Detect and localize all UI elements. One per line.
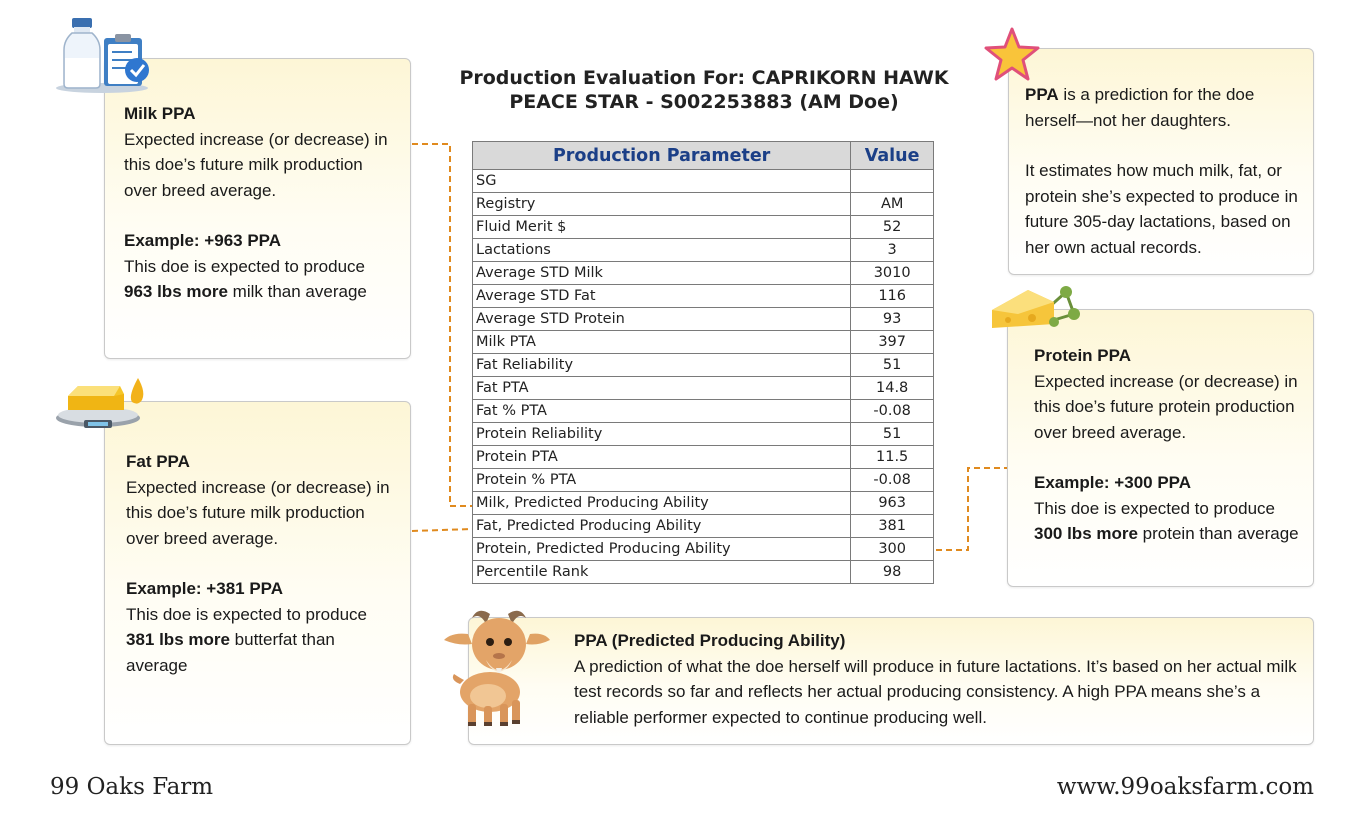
footer-website-link[interactable]: www.99oaksfarm.com: [1056, 774, 1314, 800]
ppa-definition-detail: It estimates how much milk, fat, or protein she’s expected to produce in future 305-day lactations, based on her own actual records.: [1025, 161, 1298, 257]
value-cell: 3010: [851, 262, 934, 285]
fat-ppa-amount: 381 lbs more: [126, 630, 230, 649]
table-row: [473, 400, 934, 423]
cheese-molecule-icon: [988, 280, 1088, 336]
protein-connector: [936, 468, 1007, 550]
milk-ppa-amount: 963 lbs more: [124, 282, 228, 301]
fat-ppa-card: [104, 401, 411, 745]
fat-ppa-explanation: [126, 602, 400, 679]
milk-ppa-card: [104, 58, 411, 359]
parameter-cell: Average STD Fat: [473, 285, 851, 308]
butter-scale-icon: [54, 374, 150, 436]
table-row: [473, 239, 934, 262]
value-cell: 3: [851, 239, 934, 262]
table-row: [473, 469, 934, 492]
milk-ppa-title: Milk PPA: [124, 104, 196, 123]
parameter-cell: Fat PTA: [473, 377, 851, 400]
table-row: [473, 561, 934, 584]
milk-bottle-clipboard-icon: [52, 14, 156, 94]
ppa-definition-card: [1008, 48, 1314, 275]
table-row: [473, 193, 934, 216]
star-icon: [982, 26, 1042, 86]
value-cell: [851, 170, 934, 193]
table-row: [473, 377, 934, 400]
milk-ppa-description: Expected increase (or decrease) in this doe’s future milk production over breed average.: [124, 129, 388, 200]
parameter-cell: Milk PTA: [473, 331, 851, 354]
value-cell: -0.08: [851, 469, 934, 492]
value-cell: 52: [851, 216, 934, 239]
parameter-cell: Registry: [473, 193, 851, 216]
ppa-summary-body: A prediction of what the doe herself will produce in future lactations. It’s based on her actual milk test records so far and reflects her actual producing consistency. A high PPA means she’s a reliable performer expected to continue producing well.: [574, 656, 1297, 727]
protein-ppa-title: Protein PPA: [1034, 346, 1131, 365]
table-row: [473, 262, 934, 285]
parameter-cell: Protein, Predicted Producing Ability: [473, 538, 851, 561]
parameter-cell: Protein PTA: [473, 446, 851, 469]
fat-ppa-line-end: butterfat than average: [126, 630, 335, 675]
protein-ppa-amount: 300 lbs more: [1034, 524, 1138, 543]
value-cell: 93: [851, 308, 934, 331]
production-evaluation-table: [472, 141, 934, 584]
parameter-cell: Average STD Milk: [473, 262, 851, 285]
value-cell: 11.5: [851, 446, 934, 469]
value-cell: 963: [851, 492, 934, 515]
parameter-cell: Lactations: [473, 239, 851, 262]
parameter-cell: Fluid Merit $: [473, 216, 851, 239]
table-header-row: [473, 142, 934, 170]
table-row: [473, 515, 934, 538]
title-line-1: Production Evaluation For: CAPRIKORN HAWK: [459, 67, 949, 89]
table-row: [473, 446, 934, 469]
parameter-cell: Fat Reliability: [473, 354, 851, 377]
value-cell: AM: [851, 193, 934, 216]
parameter-cell: Average STD Protein: [473, 308, 851, 331]
milk-ppa-explanation: [124, 254, 400, 305]
value-cell: -0.08: [851, 400, 934, 423]
milk-connector: [412, 144, 472, 506]
ppa-definition-line: [1025, 82, 1305, 133]
protein-ppa-example: Example: +300 PPA: [1034, 473, 1192, 492]
parameter-cell: SG: [473, 170, 851, 193]
parameter-cell: Fat, Predicted Producing Ability: [473, 515, 851, 538]
table-row: [473, 492, 934, 515]
table-row: [473, 170, 934, 193]
parameter-cell: Protein % PTA: [473, 469, 851, 492]
parameter-cell: Protein Reliability: [473, 423, 851, 446]
protein-ppa-line-end: protein than average: [1137, 524, 1299, 543]
milk-ppa-example: Example: +963 PPA: [124, 231, 282, 250]
table-row: [473, 285, 934, 308]
ppa-definition-rest: is a prediction for the doe herself—not her daughters.: [1025, 85, 1255, 130]
title-line-2: PEACE STAR - S002253883 (AM Doe): [509, 91, 899, 113]
header-value: Value: [851, 142, 934, 170]
value-cell: 51: [851, 423, 934, 446]
fat-ppa-title: Fat PPA: [126, 452, 190, 471]
table-body: [473, 170, 934, 584]
goat-icon: [438, 604, 554, 732]
table-row: [473, 308, 934, 331]
value-cell: 14.8: [851, 377, 934, 400]
protein-ppa-explanation: [1034, 496, 1305, 547]
parameter-cell: Fat % PTA: [473, 400, 851, 423]
protein-ppa-line: This doe is expected to produce: [1034, 498, 1275, 518]
page-title: [440, 66, 968, 114]
value-cell: 98: [851, 561, 934, 584]
value-cell: 300: [851, 538, 934, 561]
ppa-definition-bold: PPA: [1025, 85, 1059, 104]
table-row: [473, 216, 934, 239]
parameter-cell: Percentile Rank: [473, 561, 851, 584]
value-cell: 381: [851, 515, 934, 538]
table-row: [473, 538, 934, 561]
value-cell: 397: [851, 331, 934, 354]
milk-ppa-line: This doe is expected to produce: [124, 256, 365, 276]
protein-ppa-card: [1007, 309, 1314, 587]
ppa-summary-card: [468, 617, 1314, 745]
parameter-cell: Milk, Predicted Producing Ability: [473, 492, 851, 515]
protein-ppa-description: Expected increase (or decrease) in this doe’s future protein production over breed average.: [1034, 371, 1298, 442]
table-row: [473, 354, 934, 377]
fat-ppa-description: Expected increase (or decrease) in this doe’s future milk production over breed average.: [126, 477, 390, 548]
footer-farm-name: 99 Oaks Farm: [50, 774, 214, 800]
fat-ppa-example: Example: +381 PPA: [126, 579, 284, 598]
table-row: [473, 331, 934, 354]
fat-connector: [412, 529, 472, 531]
milk-ppa-line-end: milk than average: [227, 282, 367, 301]
table-row: [473, 423, 934, 446]
value-cell: 116: [851, 285, 934, 308]
header-parameter: Production Parameter: [473, 142, 851, 170]
fat-ppa-line: This doe is expected to produce: [126, 604, 367, 624]
ppa-summary-title: PPA (Predicted Producing Ability): [574, 631, 846, 650]
value-cell: 51: [851, 354, 934, 377]
